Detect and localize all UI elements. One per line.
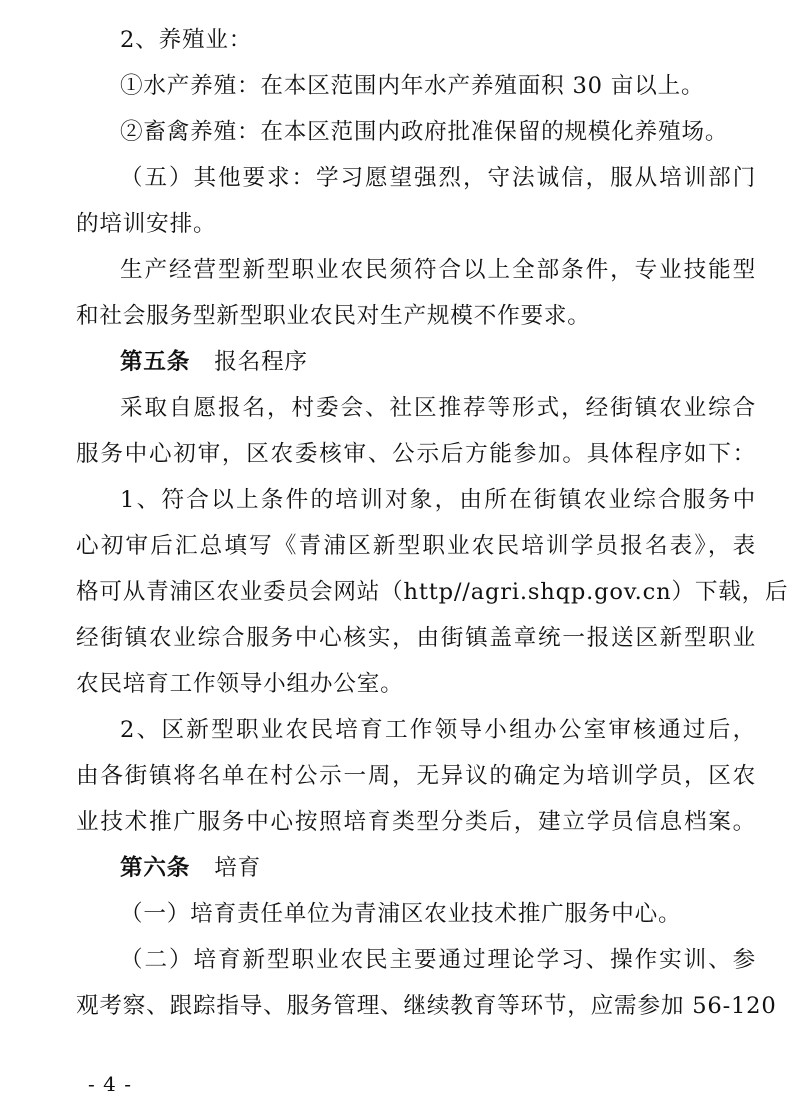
text-line: 2、区新型职业农民培育工作领导小组办公室审核通过后， [120,717,756,743]
text-line: 由各街镇将名单在村公示一周，无异议的确定为培训学员，区农 [76,763,756,789]
text-line: （五）其他要求：学习愿望强烈，守法诚信，服从培训部门 [120,165,756,191]
article-heading-5 [76,342,756,382]
text-line: 的培训安排。 [76,211,217,237]
page-number: - 4 - [88,1072,132,1096]
text-line: 生产经营型新型职业农民须符合以上全部条件，专业技能型 [120,257,756,283]
text-line: 农民培育工作领导小组办公室。 [76,671,404,697]
text-line: ①水产养殖：在本区范围内年水产养殖面积 30 亩以上。 [120,73,705,99]
article-number: 第五条 [120,349,191,375]
text-line: （一）培育责任单位为青浦区农业技术推广服务中心。 [120,901,682,927]
text-line: 采取自愿报名，村委会、社区推荐等形式，经街镇农业综合 [120,395,756,421]
text-line: 1、符合以上条件的培训对象，由所在街镇农业综合服务中 [120,487,756,513]
text-line: 经街镇农业综合服务中心核实，由街镇盖章统一报送区新型职业 [76,625,756,651]
text-line: （二）培育新型职业农民主要通过理论学习、操作实训、参 [120,947,756,973]
text-line: 格可从青浦区农业委员会网站（http//agri.shqp.gov.cn）下载，后 [76,579,789,605]
article-heading-6 [76,848,756,888]
text-line: 心初审后汇总填写《青浦区新型职业农民培训学员报名表》，表 [76,533,756,559]
text-line: 和社会服务型新型职业农民对生产规模不作要求。 [76,303,591,329]
article-title: 培育 [214,855,261,881]
text-line: 服务中心初审，区农委核审、公示后方能参加。具体程序如下： [76,441,756,467]
text-line: 业技术推广服务中心按照培育类型分类后，建立学员信息档案。 [76,809,756,835]
article-number: 第六条 [120,855,191,881]
text-line: 观考察、跟踪指导、服务管理、继续教育等环节，应需参加 56-120 [76,993,777,1019]
article-title: 报名程序 [214,349,308,375]
text-line: 2、养殖业： [120,27,253,53]
text-line: ②畜禽养殖：在本区范围内政府批准保留的规模化养殖场。 [120,119,729,145]
